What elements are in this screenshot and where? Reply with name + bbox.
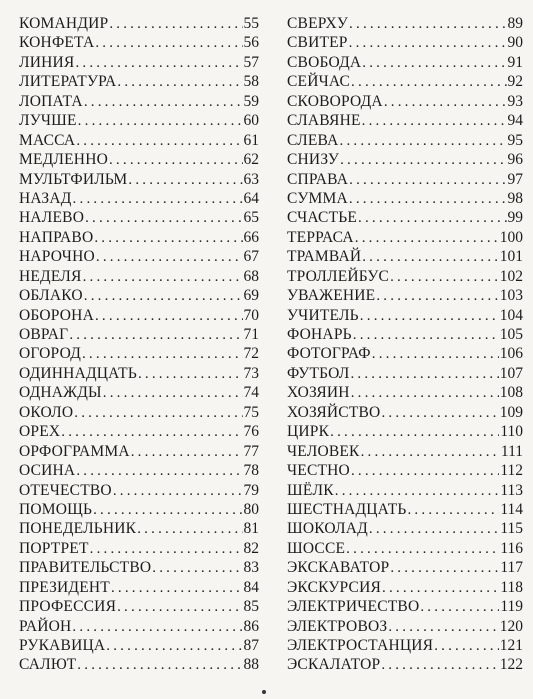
index-word: МАССА [19, 131, 76, 149]
leader-dots [75, 54, 242, 72]
index-entry [19, 131, 259, 150]
page-number: 100 [499, 228, 523, 246]
index-word: СНИЗУ [287, 151, 340, 169]
page-number: 94 [507, 112, 523, 130]
leader-dots [351, 384, 499, 402]
index-word: СПРАВА [287, 170, 349, 188]
index-word: ЧЕЛОВЕК [287, 442, 360, 460]
leader-dots [61, 423, 242, 441]
index-word: СЛАВЯНЕ [287, 112, 361, 130]
page-number: 56 [243, 34, 259, 52]
index-word: ЭЛЕКТРОСТАНЦИЯ [287, 637, 434, 654]
index-word: ФОНАРЬ [287, 326, 352, 343]
leader-dots [372, 345, 499, 363]
index-word: ПОНЕДЕЛЬНИК [19, 520, 137, 538]
index-word: ЛУЧШЕ [19, 112, 77, 130]
index-entry [287, 170, 523, 189]
index-word: УЧИТЕЛЬ [287, 306, 359, 324]
leader-dots [72, 618, 242, 636]
leader-dots [84, 93, 243, 111]
leader-dots [76, 462, 242, 480]
index-entry [19, 14, 259, 33]
leader-dots [381, 656, 498, 674]
index-word: НАРОЧНО [19, 248, 95, 266]
leader-dots [82, 345, 243, 363]
leader-dots [95, 34, 242, 52]
page-number: 119 [500, 598, 523, 616]
leader-dots [353, 326, 499, 344]
page-number: 58 [243, 73, 259, 91]
leader-dots [350, 365, 498, 383]
index-word: ОДНАЖДЫ [19, 384, 102, 402]
leader-dots [362, 248, 499, 266]
page-number: 61 [243, 131, 259, 149]
page-number: 113 [500, 481, 523, 499]
page-number: 109 [499, 403, 523, 421]
page-number: 75 [243, 403, 259, 421]
index-word: СЕЙЧАС [287, 73, 351, 91]
page-number: 81 [243, 520, 259, 538]
index-word: НАЛЕВО [19, 209, 85, 227]
index-entry [19, 442, 259, 461]
index-entry [287, 597, 523, 616]
index-word: СВИТЕР [287, 34, 348, 52]
page-number: 116 [500, 539, 523, 557]
index-entry [19, 461, 259, 480]
page-number: 66 [243, 228, 259, 246]
leader-dots [349, 171, 506, 189]
index-entry [19, 655, 259, 674]
page-number: 93 [507, 92, 523, 110]
index-entry [287, 53, 523, 72]
page-number: 89 [507, 15, 523, 32]
leader-dots [76, 132, 242, 150]
page-mark [262, 690, 266, 694]
index-entry [19, 403, 259, 422]
index-entry [287, 481, 523, 500]
index-word: РУКАВИЦА [19, 637, 106, 654]
leader-dots [106, 637, 242, 655]
index-word: ОГОРОД [19, 345, 81, 363]
index-word: ОКОЛО [19, 403, 74, 421]
page-number: 91 [507, 53, 523, 71]
leader-dots [384, 93, 507, 111]
page-number: 117 [500, 559, 523, 577]
index-word: ШОКОЛАД [287, 520, 368, 538]
index-word: ОРЕХ [19, 423, 61, 441]
leader-dots [95, 307, 243, 325]
index-word: САЛЮТ [19, 656, 77, 674]
page-number: 72 [243, 345, 259, 363]
index-entry [287, 111, 523, 130]
index-entry [19, 189, 259, 208]
page-number: 65 [243, 209, 259, 227]
index-word: ЭСКАЛАТОР [287, 656, 381, 674]
index-word: ПОМОЩЬ [19, 500, 93, 518]
index-entry [19, 208, 259, 227]
leader-dots [152, 559, 242, 577]
leader-dots [128, 171, 242, 189]
index-entry [287, 617, 523, 636]
leader-dots [138, 365, 243, 383]
page-number: 55 [243, 15, 259, 32]
leader-dots [137, 520, 242, 538]
leader-dots [346, 540, 499, 558]
page-number: 68 [243, 267, 259, 285]
index-entry [287, 189, 523, 208]
index-entry [19, 364, 259, 383]
index-word: СВОБОДА [287, 53, 362, 71]
page-number: 80 [243, 500, 259, 518]
index-entry [19, 383, 259, 402]
index-entry [287, 461, 523, 480]
leader-dots [376, 287, 498, 305]
index-entry [19, 53, 259, 72]
index-word: ЛИТЕРАТУРА [19, 73, 117, 91]
index-entry [287, 92, 523, 111]
index-entry [19, 481, 259, 500]
leader-dots [362, 112, 507, 130]
leader-dots [330, 423, 499, 441]
index-word: СЧАСТЬЕ [287, 209, 358, 227]
leader-dots [73, 190, 243, 208]
page-number: 122 [499, 656, 523, 674]
leader-dots [362, 54, 506, 72]
index-word: ПРОФЕССИЯ [19, 598, 117, 616]
leader-dots [434, 637, 499, 655]
page-number: 64 [243, 189, 259, 207]
page-number: 85 [243, 598, 259, 616]
index-word: НЕДЕЛЯ [19, 267, 82, 285]
leader-dots [361, 443, 500, 461]
leader-dots [369, 520, 499, 538]
page-number: 104 [499, 306, 523, 324]
leader-dots [84, 287, 243, 305]
index-word: ЧЕСТНО [287, 462, 350, 480]
index-entry [287, 267, 523, 286]
index-entry [287, 247, 523, 266]
index-entry [19, 636, 259, 655]
index-entry [287, 14, 523, 33]
index-entry [19, 325, 259, 344]
index-word: ХОЗЯЙСТВО [287, 403, 381, 421]
index-word: МЕДЛЕННО [19, 151, 108, 169]
index-entry [287, 422, 523, 441]
leader-dots [355, 229, 499, 247]
index-entry [287, 131, 523, 150]
page-number: 70 [243, 306, 259, 324]
index-entry [287, 306, 523, 325]
leader-dots [113, 482, 243, 500]
leader-dots [83, 268, 243, 286]
index-word: ПОРТРЕТ [19, 539, 89, 557]
index-entry [287, 228, 523, 247]
page-number: 77 [243, 442, 259, 460]
leader-dots [109, 151, 243, 169]
page-number: 108 [499, 384, 523, 402]
index-entry [19, 422, 259, 441]
index-word: ШОССЕ [287, 539, 346, 557]
leader-dots [381, 404, 498, 422]
leader-dots [94, 229, 242, 247]
leader-dots [109, 15, 242, 33]
index-word: ОСИНА [19, 462, 76, 480]
page-number: 114 [500, 500, 523, 518]
index-word: ОДИННАДЦАТЬ [19, 364, 137, 382]
index-word: СКОВОРОДА [287, 92, 383, 110]
page-number: 69 [243, 287, 259, 305]
index-entry [287, 403, 523, 422]
leader-dots [360, 307, 499, 325]
page-number: 62 [243, 151, 259, 169]
index-entry [19, 539, 259, 558]
index-entry [287, 72, 523, 91]
page-number: 107 [499, 364, 523, 382]
leader-dots [358, 209, 506, 227]
leader-dots [349, 190, 507, 208]
index-entry [19, 500, 259, 519]
index-word: ЭКСКУРСИЯ [287, 578, 382, 596]
leader-dots [390, 268, 499, 286]
leader-dots [85, 209, 242, 227]
leader-dots [93, 501, 242, 519]
index-entry [19, 33, 259, 52]
index-word: ПРЕЗИДЕНТ [19, 578, 110, 596]
index-word: ФОТОГРАФ [287, 345, 371, 363]
index-word: РАЙОН [19, 617, 72, 635]
page-number: 101 [499, 248, 523, 266]
page-number: 115 [500, 520, 523, 538]
leader-dots [340, 151, 506, 169]
leader-dots [349, 34, 507, 52]
index-entry [287, 636, 523, 655]
page-number: 78 [243, 462, 259, 480]
leader-dots [111, 579, 243, 597]
index-word: ОБЛАКО [19, 287, 83, 305]
index-entry [287, 383, 523, 402]
index-entry [19, 247, 259, 266]
page-number: 76 [243, 423, 259, 441]
index-word: КОНФЕТА [19, 34, 95, 52]
page-number: 102 [499, 267, 523, 285]
index-entry [287, 325, 523, 344]
index-entry [19, 597, 259, 616]
page-number: 106 [499, 345, 523, 363]
index-entry [287, 33, 523, 52]
page-number: 103 [499, 287, 523, 305]
index-entry [287, 539, 523, 558]
index-word: ЛИНИЯ [19, 53, 75, 71]
page-number: 110 [500, 423, 523, 441]
index-word: СВЕРХУ [287, 15, 349, 32]
index-entry [19, 519, 259, 538]
index-entry [287, 558, 523, 577]
page-number: 105 [499, 326, 523, 343]
page-number: 73 [243, 364, 259, 382]
index-word: ШЁЛК [287, 481, 334, 499]
index-entry [19, 170, 259, 189]
index-entry [19, 558, 259, 577]
leader-dots [131, 443, 243, 461]
page-number: 111 [500, 442, 523, 460]
page-number: 67 [243, 248, 259, 266]
page-number: 82 [243, 539, 259, 557]
index-entry [287, 500, 523, 519]
page-number: 96 [507, 151, 523, 169]
leader-dots [69, 326, 242, 344]
index-word: НАПРАВО [19, 228, 94, 246]
index-word: КОМАНДИР [19, 15, 109, 32]
leader-dots [117, 598, 242, 616]
index-word: ТЕРРАСА [287, 228, 354, 246]
index-word: ХОЗЯИН [287, 384, 350, 402]
index-entry [287, 655, 523, 674]
leader-dots [117, 73, 242, 91]
index-entry [287, 364, 523, 383]
index-word: ЭКСКАВАТОР [287, 559, 390, 577]
page-number: 90 [507, 34, 523, 52]
index-column-left [19, 14, 259, 675]
page-number: 71 [243, 326, 259, 343]
index-entry [287, 442, 523, 461]
leader-dots [78, 112, 243, 130]
page-number: 79 [243, 481, 259, 499]
index-word: ФУТБОЛ [287, 364, 350, 382]
index-word: ОРФОГРАММА [19, 442, 130, 460]
page-number: 84 [243, 578, 259, 596]
index-word: МУЛЬТФИЛЬМ [19, 170, 128, 188]
index-word: ЦИРК [287, 423, 330, 441]
index-word: ОТЕЧЕСТВО [19, 481, 112, 499]
index-entry [19, 150, 259, 169]
index-entry [19, 72, 259, 91]
index-word: ТРОЛЛЕЙБУС [287, 267, 390, 285]
page-number: 60 [243, 112, 259, 130]
page-number: 86 [243, 617, 259, 635]
page-number: 99 [507, 209, 523, 227]
leader-dots [340, 132, 507, 150]
index-entry [19, 344, 259, 363]
leader-dots [351, 73, 506, 91]
index-entry [287, 578, 523, 597]
leader-dots [96, 248, 243, 266]
index-word: ШЕСТНАДЦАТЬ [287, 500, 407, 518]
index-entry [287, 286, 523, 305]
leader-dots [90, 540, 243, 558]
page-number: 83 [243, 559, 259, 577]
leader-dots [103, 384, 243, 402]
index-word: СЛЕВА [287, 131, 339, 149]
leader-dots [420, 598, 499, 616]
index-entry [19, 617, 259, 636]
page-number: 121 [499, 637, 523, 654]
leader-dots [407, 501, 499, 519]
index-entry [19, 267, 259, 286]
page-number: 87 [243, 637, 259, 654]
leader-dots [351, 462, 499, 480]
index-column-right [287, 14, 523, 675]
index-word: ОВРАГ [19, 326, 69, 343]
page-number: 120 [499, 617, 523, 635]
leader-dots [74, 404, 242, 422]
page-number: 97 [507, 170, 523, 188]
index-word: НАЗАД [19, 189, 72, 207]
index-entry [19, 578, 259, 597]
page-number: 74 [243, 384, 259, 402]
index-word: ОБОРОНА [19, 306, 94, 324]
index-entry [287, 344, 523, 363]
page-number: 63 [243, 170, 259, 188]
index-entry [19, 111, 259, 130]
page-number: 88 [243, 656, 259, 674]
index-word: ЭЛЕКТРИЧЕСТВО [287, 598, 420, 616]
leader-dots [349, 15, 506, 33]
index-word: ТРАМВАЙ [287, 248, 362, 266]
index-word: ЭЛЕКТРОВОЗ [287, 617, 388, 635]
index-entry [19, 92, 259, 111]
index-entry [19, 306, 259, 325]
index-entry [287, 150, 523, 169]
leader-dots [77, 656, 242, 674]
index-entry [287, 519, 523, 538]
page-number: 118 [500, 578, 523, 596]
leader-dots [388, 618, 498, 636]
page-number: 57 [243, 53, 259, 71]
index-word: СУММА [287, 189, 348, 207]
page-number: 95 [507, 131, 523, 149]
page-number: 59 [243, 92, 259, 110]
page-number: 92 [507, 73, 523, 91]
leader-dots [390, 559, 499, 577]
index-word: УВАЖЕНИЕ [287, 287, 376, 305]
index-word: ЛОПАТА [19, 92, 83, 110]
index-word: ПРАВИТЕЛЬСТВО [19, 559, 152, 577]
leader-dots [382, 579, 499, 597]
index-entry [287, 208, 523, 227]
page-number: 98 [507, 189, 523, 207]
page-number: 112 [500, 462, 523, 480]
index-entry [19, 286, 259, 305]
index-entry [19, 228, 259, 247]
leader-dots [335, 482, 500, 500]
